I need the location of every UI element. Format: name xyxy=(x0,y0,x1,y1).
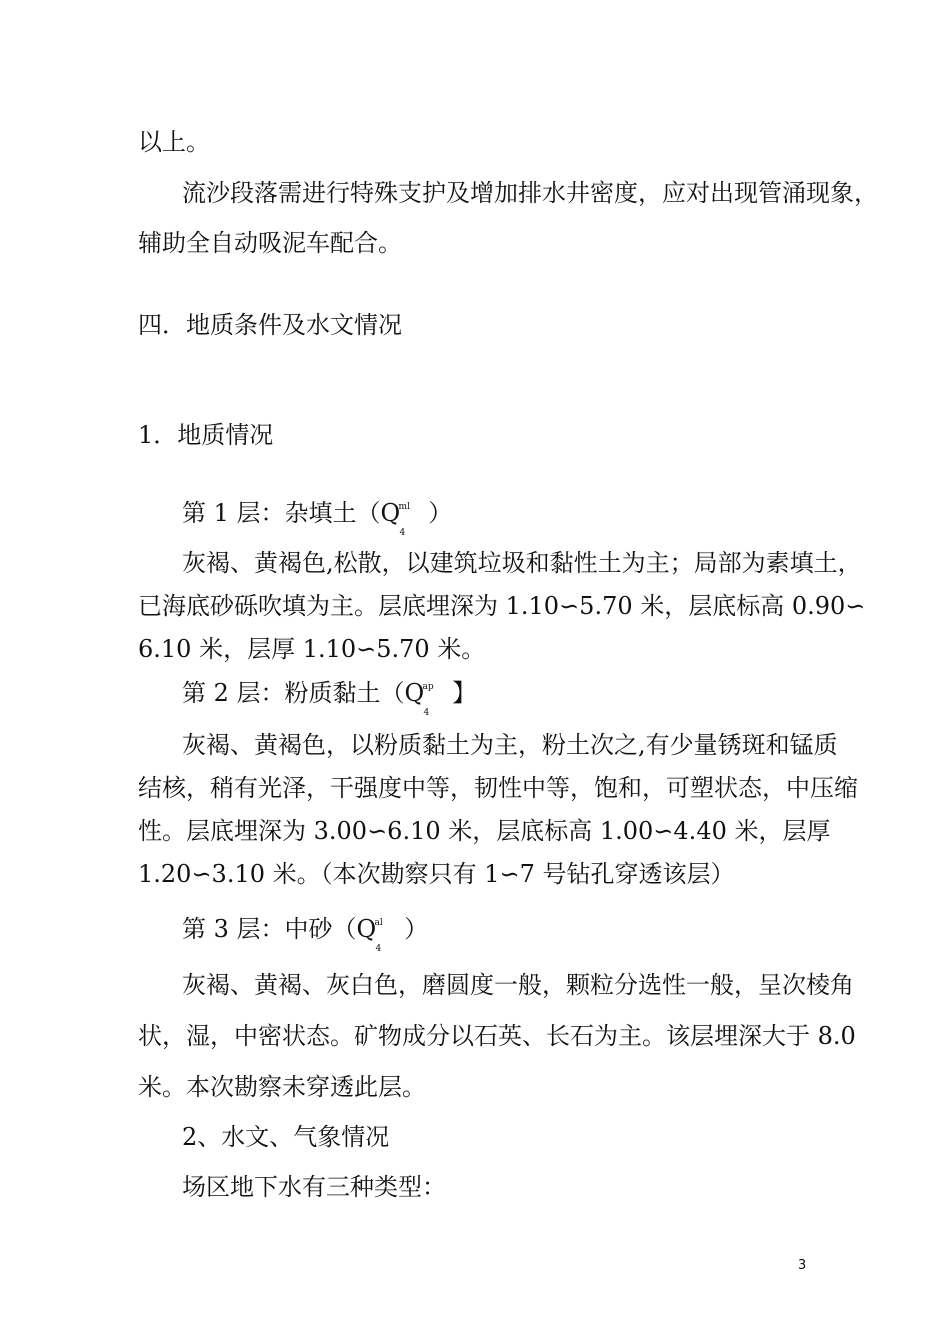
symbol-subscript: al xyxy=(374,918,383,928)
text-line: 辅助全自动吸泥车配合。 xyxy=(138,229,402,257)
geologic-symbol xyxy=(380,498,429,538)
layer-3-title xyxy=(182,914,429,954)
text-line: 以上。 xyxy=(138,128,210,156)
symbol-q: Q xyxy=(356,915,377,943)
symbol-index: 4 xyxy=(375,944,382,954)
page-number: 3 xyxy=(798,1258,807,1273)
subsection-heading: 1．地质情况 xyxy=(138,421,274,449)
symbol-q: Q xyxy=(404,679,425,707)
text-line: 米。本次勘察未穿透此层。 xyxy=(138,1073,426,1101)
layer-title-text: 第 1 层：杂填土（ xyxy=(182,499,381,527)
text-line: 灰褐、黄褐色,松散，以建筑垃圾和黏性土为主；局部为素填土， xyxy=(182,549,862,577)
text-line: 已海底砂砾吹填为主。层底埋深为 1.10∽5.70 米，层底标高 0.90∽ xyxy=(138,592,866,620)
text-line: 灰褐、黄褐、灰白色，磨圆度一般，颗粒分选性一般，呈次棱角 xyxy=(182,971,854,999)
symbol-index: 4 xyxy=(423,708,430,718)
text-line: 灰褐、黄褐色，以粉质黏土为主，粉土次之,有少量锈斑和锰质 xyxy=(182,731,838,759)
text-line: 6.10 米，层厚 1.10∽5.70 米。 xyxy=(138,635,486,663)
text-line: 流沙段落需进行特殊支护及增加排水井密度，应对出现管涌现象， xyxy=(182,179,878,207)
layer-title-close: ） xyxy=(428,499,453,527)
layer-title-close: 】 xyxy=(452,679,477,707)
text-line: 1.20∽3.10 米。（本次勘察只有 1∽7 号钻孔穿透该层） xyxy=(138,860,735,888)
layer-1-title xyxy=(182,498,453,538)
section-heading: 四．地质条件及水文情况 xyxy=(138,311,402,339)
symbol-subscript: ml xyxy=(398,502,410,512)
layer-2-title xyxy=(182,678,477,718)
symbol-index: 4 xyxy=(399,528,406,538)
text-line: 性。层底埋深为 3.00∽6.10 米，层底标高 1.00∽4.40 米，层厚 xyxy=(138,817,831,845)
text-line: 结核，稍有光泽，干强度中等，韧性中等，饱和，可塑状态，中压缩 xyxy=(138,774,858,802)
geologic-symbol xyxy=(356,914,405,954)
layer-title-text: 第 2 层：粉质黏土（ xyxy=(182,679,405,707)
layer-title-close: ） xyxy=(404,915,429,943)
subsection-heading: 2、水文、气象情况 xyxy=(182,1123,390,1151)
text-line: 场区地下水有三种类型： xyxy=(182,1173,446,1201)
symbol-subscript: ap xyxy=(422,682,434,692)
layer-title-text: 第 3 层：中砂（ xyxy=(182,915,357,943)
geologic-symbol xyxy=(404,678,453,718)
symbol-q: Q xyxy=(380,499,401,527)
text-line: 状，湿，中密状态。矿物成分以石英、长石为主。该层埋深大于 8.0 xyxy=(138,1022,856,1050)
